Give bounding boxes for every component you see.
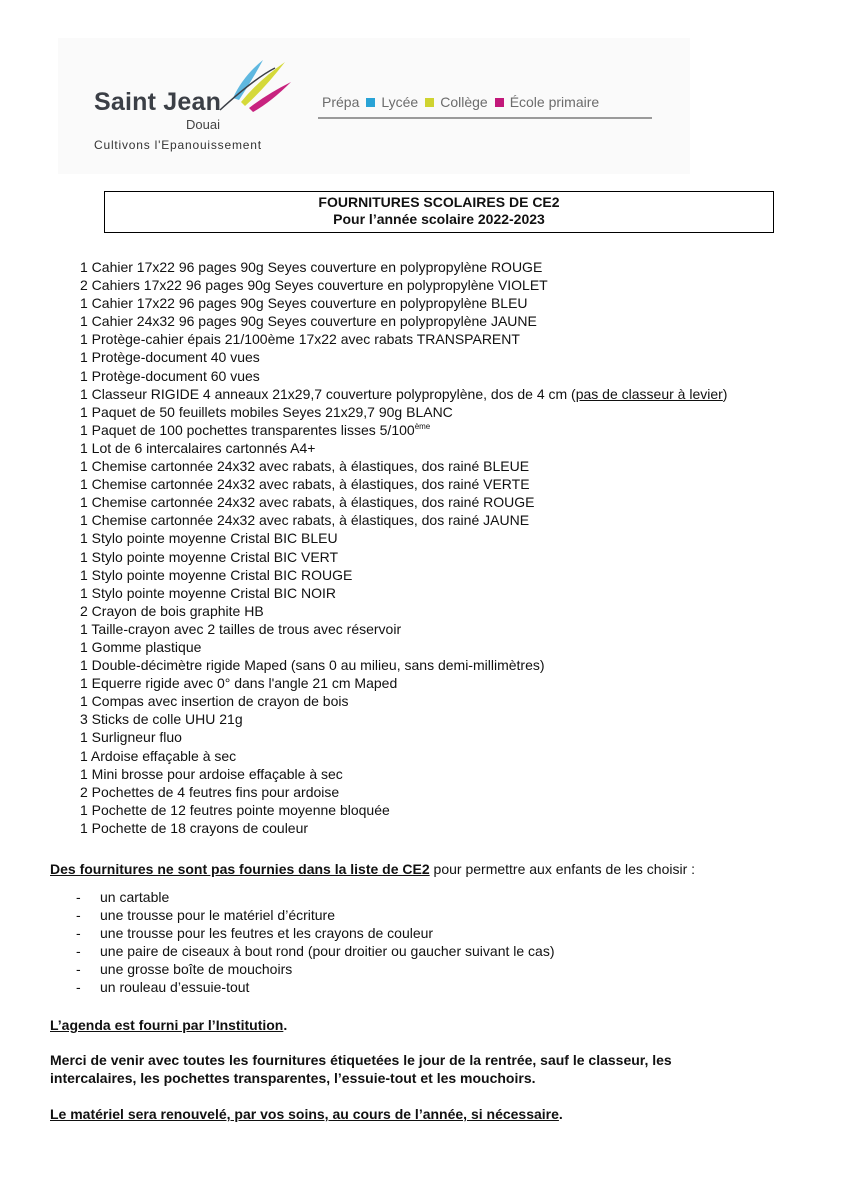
dash-bullet: - bbox=[76, 925, 81, 942]
supply-item: 1 Chemise cartonnée 24x32 avec rabats, à élastiques, dos rainé BLEUE bbox=[80, 458, 530, 475]
supply-item: 2 Crayon de bois graphite HB bbox=[80, 602, 264, 619]
dash-bullet: - bbox=[76, 979, 81, 996]
personal-item-text: une paire de ciseaux à bout rond (pour droitier ou gaucher suivant le cas) bbox=[100, 943, 555, 960]
dash-bullet: - bbox=[76, 943, 81, 960]
dash-bullet: - bbox=[76, 961, 81, 978]
dash-bullet: - bbox=[76, 889, 81, 905]
logo-brush-strokes-icon bbox=[215, 58, 295, 118]
supply-item: 2 Pochettes de 4 feutres fins pour ardoise bbox=[80, 783, 340, 800]
logo-tagline: Cultivons l'Epanouissement bbox=[94, 138, 262, 152]
supply-item-text: 1 Classeur RIGIDE 4 anneaux 21x29,7 couverture polypropylène, dos de 4 cm ( bbox=[80, 385, 576, 402]
supply-item: 1 Double-décimètre rigide Maped (sans 0 au milieu, sans demi-millimètres) bbox=[80, 657, 545, 674]
header-rule bbox=[318, 117, 652, 119]
labels-note-line1: Merci de venir avec toutes les fournitures étiquetées le jour de la rentrée, sauf le classeur, les bbox=[50, 1052, 672, 1068]
supply-item: 1 Taille-crayon avec 2 tailles de trous avec réservoir bbox=[80, 620, 402, 637]
ecole-square-icon bbox=[495, 98, 504, 107]
supply-item: 1 Cahier 24x32 96 pages 90g Seyes couverture en polypropylène JAUNE bbox=[80, 313, 537, 330]
intro-paragraph bbox=[50, 861, 695, 877]
supply-item: 1 Pochette de 18 crayons de couleur bbox=[80, 819, 309, 836]
supply-item: 1 Mini brosse pour ardoise effaçable à sec bbox=[80, 765, 343, 782]
supply-item: 1 Stylo pointe moyenne Cristal BIC VERT bbox=[80, 548, 339, 565]
personal-item bbox=[76, 978, 555, 996]
college-square-icon bbox=[425, 98, 434, 107]
school-year: Pour l’année scolaire 2022-2023 bbox=[333, 211, 545, 227]
nav-item-prepa: Prépa bbox=[322, 94, 360, 110]
school-levels-nav bbox=[322, 94, 599, 110]
personal-item bbox=[76, 888, 555, 906]
supply-item: 1 Gomme plastique bbox=[80, 638, 202, 655]
supply-item: 1 Stylo pointe moyenne Cristal BIC NOIR bbox=[80, 584, 336, 601]
supply-item-note: pas de classeur à levier bbox=[575, 385, 723, 402]
personal-item-text: un rouleau d’essuie-tout bbox=[100, 979, 250, 996]
nav-item-lycee: Lycée bbox=[381, 94, 419, 110]
personal-item-text: une trousse pour les feutres et les crayons de couleur bbox=[100, 925, 434, 942]
personal-item-text: un cartable bbox=[100, 889, 170, 905]
supply-item: 1 Stylo pointe moyenne Cristal BIC ROUGE bbox=[80, 566, 353, 583]
logo-city: Douai bbox=[186, 117, 220, 132]
personal-item bbox=[76, 942, 555, 960]
title-box bbox=[104, 191, 774, 233]
agenda-text: L’agenda est fourni par l’Institution bbox=[50, 1017, 284, 1033]
agenda-note bbox=[50, 1016, 287, 1034]
supply-item-text-end: ) bbox=[722, 385, 728, 402]
supply-item: 1 Cahier 17x22 96 pages 90g Seyes couverture en polypropylène BLEU bbox=[80, 295, 528, 312]
supply-item: 1 Protège-document 60 vues bbox=[80, 367, 260, 384]
personal-item-text: une grosse boîte de mouchoirs bbox=[100, 961, 293, 978]
supply-item: 3 Sticks de colle UHU 21g bbox=[80, 711, 243, 728]
supply-item: 1 Cahier 17x22 96 pages 90g Seyes couverture en polypropylène ROUGE bbox=[80, 259, 543, 275]
supply-item: 1 Paquet de 50 feuillets mobiles Seyes 21x29,7 90g BLANC bbox=[80, 403, 453, 420]
lycee-square-icon bbox=[366, 98, 375, 107]
nav-item-ecole-primaire: École primaire bbox=[509, 94, 600, 110]
renewal-period: . bbox=[558, 1106, 563, 1122]
supply-item: 1 Chemise cartonnée 24x32 avec rabats, à élastiques, dos rainé ROUGE bbox=[80, 494, 535, 511]
supply-item: 1 Chemise cartonnée 24x32 avec rabats, à élastiques, dos rainé JAUNE bbox=[80, 512, 530, 529]
supply-item: 1 Protège-cahier épais 21/100ème 17x22 avec rabats TRANSPARENT bbox=[80, 331, 520, 348]
supply-item: 1 Ardoise effaçable à sec bbox=[80, 747, 237, 764]
personal-items-list bbox=[76, 888, 555, 997]
dash-bullet: - bbox=[76, 907, 81, 924]
supply-item-superscript: ème bbox=[414, 421, 431, 431]
document-title: FOURNITURES SCOLAIRES DE CE2 bbox=[318, 194, 560, 210]
personal-item bbox=[76, 906, 555, 924]
agenda-period: . bbox=[283, 1017, 288, 1033]
supply-item: 1 Lot de 6 intercalaires cartonnés A4+ bbox=[80, 439, 316, 456]
supply-item: 1 Chemise cartonnée 24x32 avec rabats, à élastiques, dos rainé VERTE bbox=[80, 476, 530, 493]
supply-item-text: 1 Paquet de 100 pochettes transparentes lisses 5/100 bbox=[80, 421, 415, 438]
intro-rest: pour permettre aux enfants de les choisir : bbox=[429, 861, 696, 877]
nav-item-college: Collège bbox=[440, 94, 488, 110]
labels-note-line2: intercalaires, les pochettes transparentes, l’essuie-tout et les mouchoirs. bbox=[50, 1070, 536, 1086]
supply-item: 1 Protège-document 40 vues bbox=[80, 349, 260, 366]
supply-item bbox=[80, 385, 727, 403]
supply-item: 1 Compas avec insertion de crayon de bois bbox=[80, 693, 349, 710]
supply-item: 2 Cahiers 17x22 96 pages 90g Seyes couverture en polypropylène VIOLET bbox=[80, 277, 548, 294]
supply-item: 1 Stylo pointe moyenne Cristal BIC BLEU bbox=[80, 530, 338, 547]
renewal-note bbox=[50, 1105, 563, 1123]
personal-item bbox=[76, 924, 555, 942]
supply-item bbox=[80, 421, 727, 439]
supplies-list bbox=[80, 258, 727, 837]
personal-item bbox=[76, 960, 555, 978]
supply-item: 1 Pochette de 12 feutres pointe moyenne bloquée bbox=[80, 801, 390, 818]
labels-note bbox=[50, 1051, 672, 1087]
intro-bold: Des fournitures ne sont pas fournies dans la liste de CE2 bbox=[50, 861, 430, 877]
supply-item: 1 Surligneur fluo bbox=[80, 729, 182, 746]
personal-item-text: une trousse pour le matériel d’écriture bbox=[100, 907, 336, 924]
logo-name: Saint Jean bbox=[94, 88, 222, 116]
renewal-text: Le matériel sera renouvelé, par vos soins, au cours de l’année, si nécessaire bbox=[50, 1106, 559, 1122]
supply-item: 1 Equerre rigide avec 0° dans l'angle 21 cm Maped bbox=[80, 675, 398, 692]
